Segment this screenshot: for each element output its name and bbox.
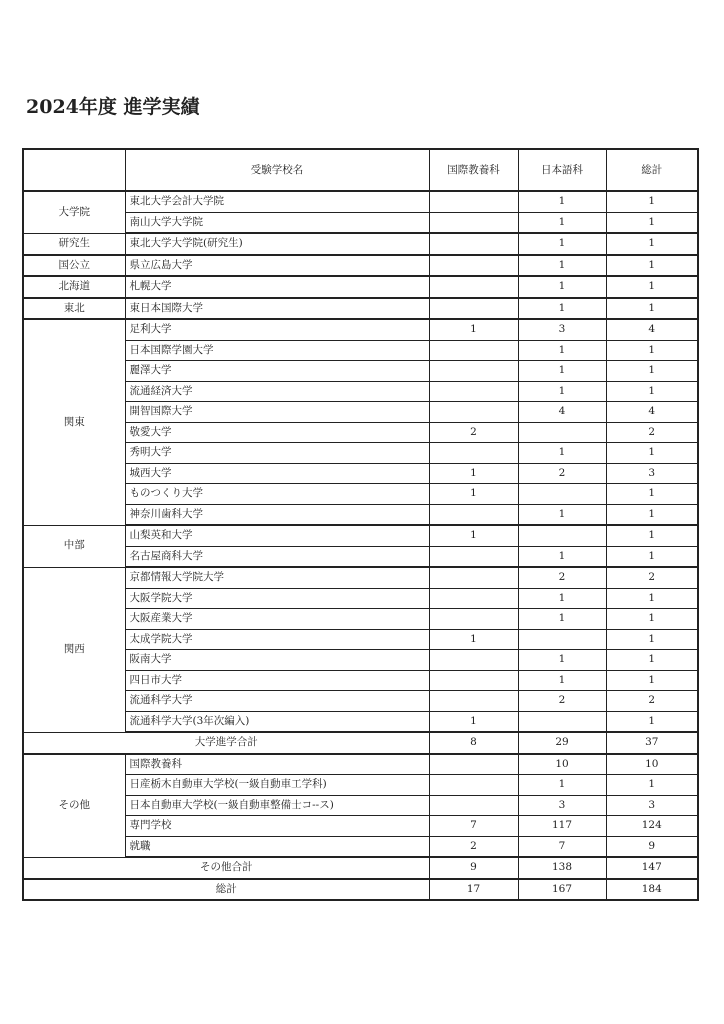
school-name-cell: 敬愛大学 [125, 422, 429, 443]
school-name-cell: 専門学校 [125, 816, 429, 837]
table-row [23, 463, 698, 484]
table-row [23, 298, 698, 320]
intl-count-cell [429, 298, 518, 320]
intl-count-cell [429, 567, 518, 588]
japanese-count-cell: 1 [518, 298, 606, 320]
grand-total-row-japanese: 167 [518, 879, 606, 901]
header-total: 総計 [606, 149, 698, 191]
intl-count-cell: 1 [429, 484, 518, 505]
total-count-cell: 1 [606, 525, 698, 546]
intl-count-cell: 1 [429, 463, 518, 484]
total-count-cell: 3 [606, 463, 698, 484]
table-row [23, 754, 698, 775]
school-name-cell: 阪南大学 [125, 650, 429, 671]
table-row [23, 775, 698, 796]
school-name-cell: 名古屋商科大学 [125, 546, 429, 567]
japanese-count-cell [518, 711, 606, 732]
table-row [23, 546, 698, 567]
intl-count-cell: 2 [429, 422, 518, 443]
school-name-cell: 京都情報大学院大学 [125, 567, 429, 588]
japanese-count-cell: 4 [518, 402, 606, 423]
japanese-count-cell: 1 [518, 443, 606, 464]
other-total-row-intl: 9 [429, 857, 518, 879]
table-row [23, 319, 698, 340]
intl-count-cell [429, 381, 518, 402]
header-region [23, 149, 125, 191]
total-count-cell: 1 [606, 629, 698, 650]
total-count-cell: 10 [606, 754, 698, 775]
intl-count-cell: 1 [429, 711, 518, 732]
table-row [23, 361, 698, 382]
school-name-cell: 城西大学 [125, 463, 429, 484]
school-name-cell: 東北大学大学院(研究生) [125, 233, 429, 255]
total-count-cell: 9 [606, 836, 698, 857]
intl-count-cell [429, 191, 518, 212]
japanese-count-cell: 3 [518, 319, 606, 340]
japanese-count-cell: 1 [518, 670, 606, 691]
japanese-count-cell: 117 [518, 816, 606, 837]
university-total-row-japanese: 29 [518, 732, 606, 754]
school-name-cell: 足利大学 [125, 319, 429, 340]
intl-count-cell: 1 [429, 629, 518, 650]
table-row [23, 276, 698, 298]
total-count-cell: 3 [606, 795, 698, 816]
other-total-row-total: 147 [606, 857, 698, 879]
intl-count-cell: 1 [429, 525, 518, 546]
school-name-cell: 東北大学会計大学院 [125, 191, 429, 212]
intl-count-cell [429, 775, 518, 796]
intl-count-cell [429, 670, 518, 691]
school-name-cell: 流通科学大学 [125, 691, 429, 712]
japanese-count-cell: 1 [518, 276, 606, 298]
japanese-count-cell [518, 422, 606, 443]
total-count-cell: 1 [606, 484, 698, 505]
intl-count-cell [429, 361, 518, 382]
school-name-cell: 大阪学院大学 [125, 588, 429, 609]
japanese-count-cell [518, 525, 606, 546]
japanese-count-cell: 10 [518, 754, 606, 775]
intl-count-cell [429, 255, 518, 277]
school-name-cell: 流通科学大学(3年次編入) [125, 711, 429, 732]
school-name-cell: 国際教養科 [125, 754, 429, 775]
region-cell: 国公立 [23, 255, 125, 277]
japanese-count-cell: 1 [518, 775, 606, 796]
japanese-count-cell [518, 629, 606, 650]
table-row [23, 588, 698, 609]
intl-count-cell [429, 402, 518, 423]
japanese-count-cell: 1 [518, 255, 606, 277]
grand-total-row-total: 184 [606, 879, 698, 901]
total-count-cell: 4 [606, 319, 698, 340]
grand-total-row-intl: 17 [429, 879, 518, 901]
intl-count-cell [429, 691, 518, 712]
total-count-cell: 1 [606, 361, 698, 382]
header-japanese: 日本語科 [518, 149, 606, 191]
school-name-cell: 県立広島大学 [125, 255, 429, 277]
total-count-cell: 1 [606, 504, 698, 525]
table-row [23, 650, 698, 671]
table-row [23, 212, 698, 233]
region-cell: 関西 [23, 567, 125, 732]
table-row [23, 629, 698, 650]
intl-count-cell [429, 340, 518, 361]
school-name-cell: 日産栃木自動車大学校(一級自動車工学科) [125, 775, 429, 796]
japanese-count-cell: 1 [518, 588, 606, 609]
school-name-cell: 四日市大学 [125, 670, 429, 691]
other-total-row-japanese: 138 [518, 857, 606, 879]
intl-count-cell [429, 443, 518, 464]
school-name-cell: ものつくり大学 [125, 484, 429, 505]
total-count-cell: 1 [606, 711, 698, 732]
intl-count-cell [429, 650, 518, 671]
intl-count-cell [429, 588, 518, 609]
japanese-count-cell: 2 [518, 463, 606, 484]
school-name-cell: 山梨英和大学 [125, 525, 429, 546]
university-total-row-intl: 8 [429, 732, 518, 754]
school-name-cell: 麗澤大学 [125, 361, 429, 382]
table-row [23, 484, 698, 505]
japanese-count-cell: 1 [518, 191, 606, 212]
results-body [23, 191, 698, 900]
school-name-cell: 日本国際学園大学 [125, 340, 429, 361]
table-row [23, 504, 698, 525]
intl-count-cell: 1 [429, 319, 518, 340]
intl-count-cell: 2 [429, 836, 518, 857]
region-cell: 大学院 [23, 191, 125, 233]
grand-total-row [23, 879, 698, 901]
school-name-cell: 就職 [125, 836, 429, 857]
table-row [23, 836, 698, 857]
japanese-count-cell: 1 [518, 650, 606, 671]
japanese-count-cell: 1 [518, 381, 606, 402]
university-total-row-total: 37 [606, 732, 698, 754]
table-row [23, 381, 698, 402]
total-count-cell: 1 [606, 276, 698, 298]
japanese-count-cell: 1 [518, 361, 606, 382]
total-count-cell: 1 [606, 588, 698, 609]
table-row [23, 191, 698, 212]
other-total-row-label: その他合計 [23, 857, 429, 879]
university-total-row-label: 大学進学合計 [23, 732, 429, 754]
header-intl: 国際教養科 [429, 149, 518, 191]
japanese-count-cell: 1 [518, 212, 606, 233]
school-name-cell: 神奈川歯科大学 [125, 504, 429, 525]
region-cell: 東北 [23, 298, 125, 320]
table-row [23, 255, 698, 277]
region-cell: 中部 [23, 525, 125, 567]
japanese-count-cell: 1 [518, 504, 606, 525]
table-row [23, 567, 698, 588]
total-count-cell: 2 [606, 422, 698, 443]
total-count-cell: 1 [606, 650, 698, 671]
results-table [22, 148, 699, 901]
table-row [23, 422, 698, 443]
table-row [23, 233, 698, 255]
total-count-cell: 1 [606, 443, 698, 464]
region-cell: 北海道 [23, 276, 125, 298]
region-cell: 関東 [23, 319, 125, 525]
intl-count-cell [429, 276, 518, 298]
header-school: 受験学校名 [125, 149, 429, 191]
total-count-cell: 1 [606, 212, 698, 233]
table-row [23, 402, 698, 423]
table-row [23, 443, 698, 464]
japanese-count-cell: 3 [518, 795, 606, 816]
total-count-cell: 2 [606, 567, 698, 588]
school-name-cell: 太成学院大学 [125, 629, 429, 650]
intl-count-cell: 7 [429, 816, 518, 837]
region-cell: その他 [23, 754, 125, 858]
school-name-cell: 流通経済大学 [125, 381, 429, 402]
total-count-cell: 1 [606, 255, 698, 277]
total-count-cell: 1 [606, 546, 698, 567]
table-row [23, 340, 698, 361]
total-count-cell: 1 [606, 191, 698, 212]
japanese-count-cell: 2 [518, 691, 606, 712]
total-count-cell: 1 [606, 340, 698, 361]
table-row [23, 816, 698, 837]
japanese-count-cell: 1 [518, 233, 606, 255]
intl-count-cell [429, 233, 518, 255]
total-count-cell: 1 [606, 775, 698, 796]
school-name-cell: 日本自動車大学校(一級自動車整備士コ--ス) [125, 795, 429, 816]
other-total-row [23, 857, 698, 879]
school-name-cell: 開智国際大学 [125, 402, 429, 423]
total-count-cell: 2 [606, 691, 698, 712]
page-title: 2024年度 進学実績 [26, 96, 200, 118]
intl-count-cell [429, 754, 518, 775]
japanese-count-cell: 1 [518, 546, 606, 567]
table-row [23, 670, 698, 691]
intl-count-cell [429, 546, 518, 567]
total-count-cell: 1 [606, 233, 698, 255]
intl-count-cell [429, 795, 518, 816]
total-count-cell: 1 [606, 609, 698, 630]
total-count-cell: 4 [606, 402, 698, 423]
japanese-count-cell [518, 484, 606, 505]
school-name-cell: 東日本国際大学 [125, 298, 429, 320]
university-total-row [23, 732, 698, 754]
table-row [23, 711, 698, 732]
japanese-count-cell: 1 [518, 340, 606, 361]
region-cell: 研究生 [23, 233, 125, 255]
japanese-count-cell: 2 [518, 567, 606, 588]
school-name-cell: 秀明大学 [125, 443, 429, 464]
school-name-cell: 札幌大学 [125, 276, 429, 298]
table-row [23, 691, 698, 712]
grand-total-row-label: 総計 [23, 879, 429, 901]
intl-count-cell [429, 212, 518, 233]
japanese-count-cell: 1 [518, 609, 606, 630]
intl-count-cell [429, 609, 518, 630]
table-row [23, 609, 698, 630]
header-row [23, 149, 698, 191]
school-name-cell: 南山大学大学院 [125, 212, 429, 233]
school-name-cell: 大阪産業大学 [125, 609, 429, 630]
japanese-count-cell: 7 [518, 836, 606, 857]
total-count-cell: 1 [606, 381, 698, 402]
total-count-cell: 124 [606, 816, 698, 837]
intl-count-cell [429, 504, 518, 525]
total-count-cell: 1 [606, 298, 698, 320]
total-count-cell: 1 [606, 670, 698, 691]
table-row [23, 795, 698, 816]
table-row [23, 525, 698, 546]
